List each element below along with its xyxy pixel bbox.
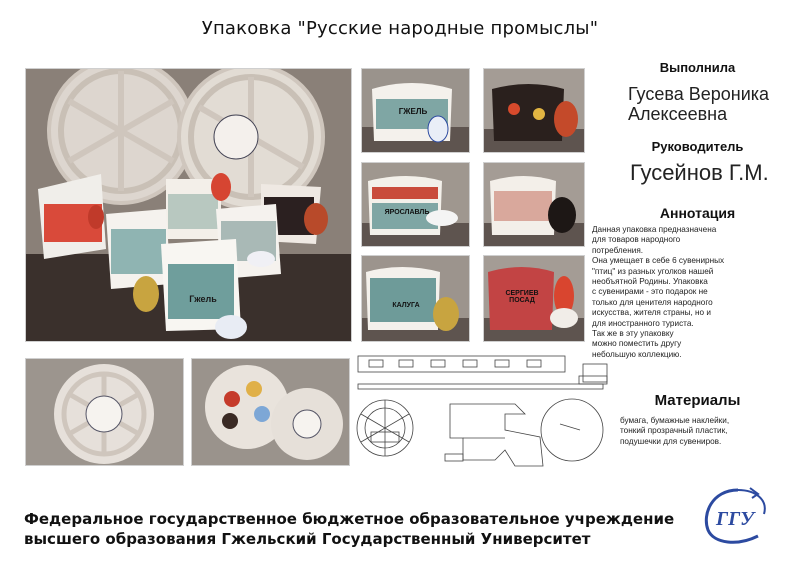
annotation-line: Так же в эту упаковку (592, 329, 674, 339)
photo-label-sergiev: СЕРГИЕВ ПОСАД (505, 290, 539, 304)
materials-line: тонкий прозрачный пластик, (620, 426, 728, 436)
annotation-line: необъятной Родины. Упаковка (592, 277, 708, 287)
photo-closed-box (25, 358, 184, 466)
annotation-line: можно поместить другу (592, 339, 682, 349)
logo-text: ГГУ (716, 508, 755, 530)
annotation-line: с сувенирами - это подарок не (592, 287, 708, 297)
executor-name-line1: Гусева Вероника (628, 84, 770, 104)
materials-heading: Материалы (654, 392, 741, 409)
main-product-photo (25, 68, 352, 342)
annotation-line: Она умещает в себе 6 сувенирных (592, 256, 725, 266)
executor-name-line2: Алексеевна (628, 104, 728, 124)
executor-heading: Выполнила (659, 60, 736, 75)
annotation-line: искусства, жителя страны, но и (592, 308, 711, 318)
materials-text (620, 416, 800, 447)
page-title: Упаковка "Русские народные промыслы" (201, 18, 599, 39)
annotation-heading: Аннотация (659, 205, 736, 221)
photo-rooster-box (483, 162, 585, 247)
photo-rostov-box (483, 68, 585, 153)
photo-label-gzhel: ГЖЕЛЬ (398, 107, 428, 116)
annotation-line: только для ценителя народного (592, 297, 713, 307)
photo-gzhel-box (361, 68, 470, 153)
main-photo-label: Гжель (189, 294, 217, 304)
materials-line: подушечки для сувениров. (620, 436, 722, 446)
supervisor-name: Гусейнов Г.М. (630, 160, 769, 185)
annotation-text (592, 225, 797, 360)
annotation-line: для товаров народного (592, 235, 681, 245)
photo-label-kaluga: КАЛУГА (392, 302, 420, 309)
photo-sergiev-box (483, 255, 585, 342)
materials-line: бумага, бумажные наклейки, (620, 416, 730, 425)
annotation-line: для иностранного туриста. (592, 318, 694, 328)
photo-kaluga-box (361, 255, 470, 342)
footer-line2: высшего образования Гжельский Государственный Университет (24, 530, 591, 548)
photo-label-yaroslavl: ЯРОСЛАВЛЬ (384, 209, 430, 216)
annotation-line: потребления. (592, 245, 644, 255)
footer-line1: Федеральное государственное бюджетное образовательное учреждение (24, 510, 675, 528)
technical-drawing (355, 352, 610, 472)
annotation-line: "птиц" из разных уголков нашей (592, 266, 714, 276)
photo-open-box (191, 358, 350, 466)
annotation-line: небольшую коллекцию. (592, 349, 682, 359)
supervisor-heading: Руководитель (651, 139, 744, 154)
university-logo (698, 484, 776, 548)
annotation-line: Данная упаковка предназначена (592, 225, 717, 234)
photo-yaroslavl-box (361, 162, 470, 247)
